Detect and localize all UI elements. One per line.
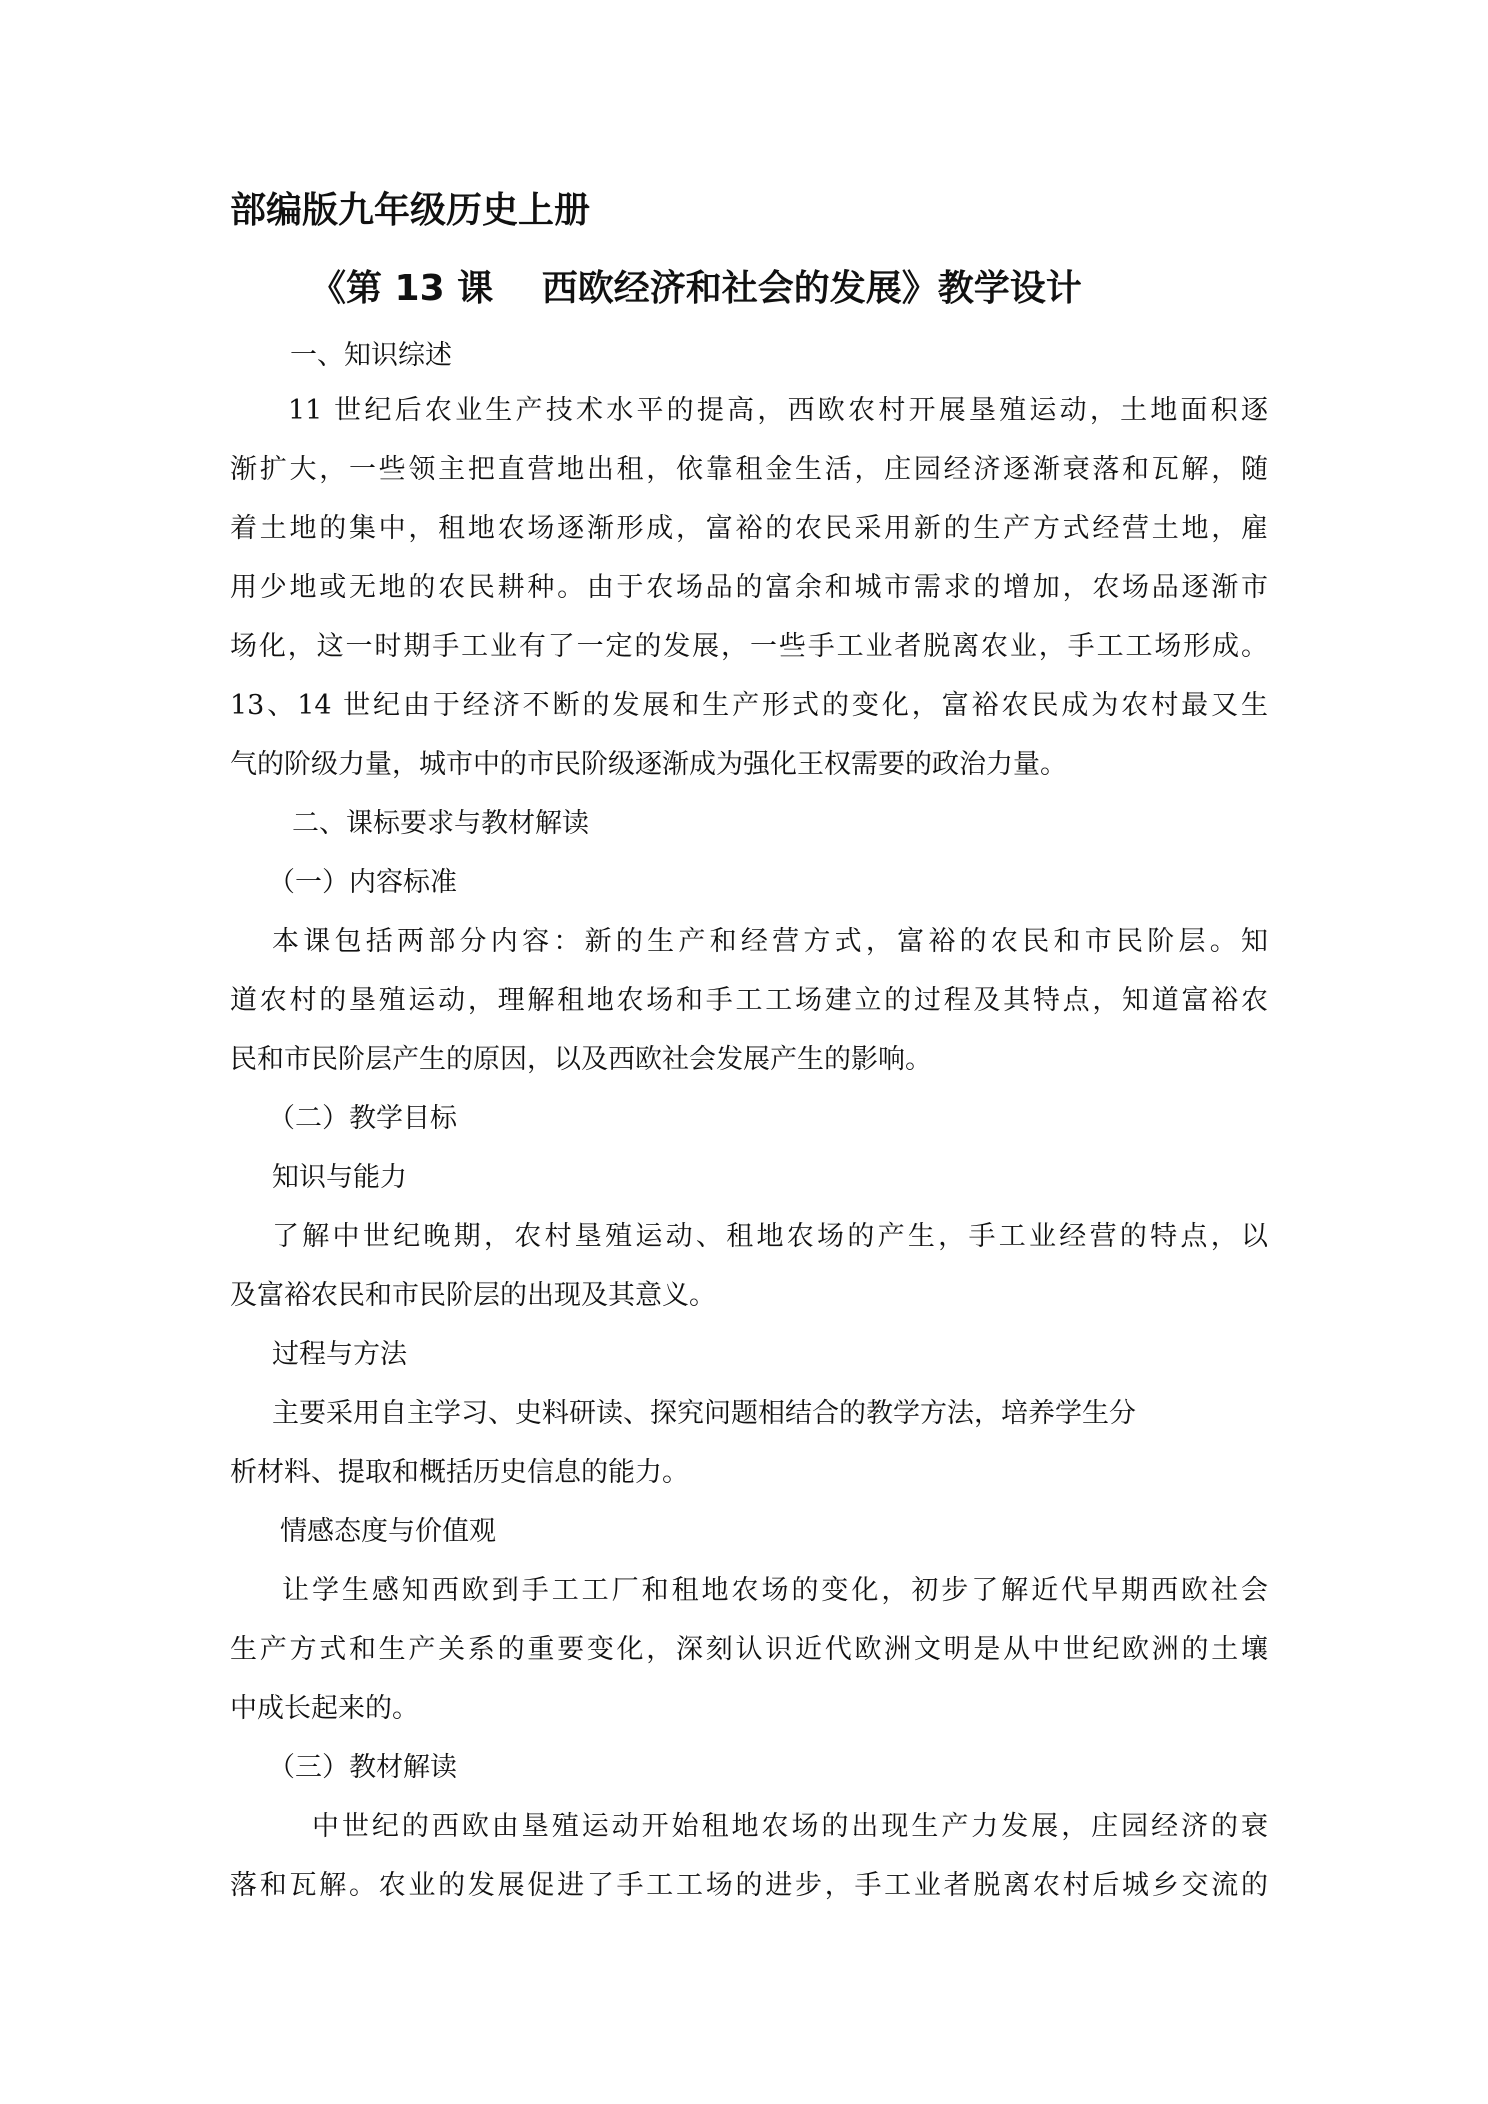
document-title: 部编版九年级历史上册 [230,190,591,231]
paragraph-line: 主要采用自主学习、史料研读、探究问题相结合的教学方法，培养学生分 [272,1398,1136,1429]
paragraph-line: 落和瓦解。农业的发展促进了手工工场的进步，手工业者脱离农村后城乡交流的 [230,1870,1268,1901]
paragraph-line: 11 世纪后农业生产技术水平的提高，西欧农村开展垦殖运动，土地面积逐 [288,395,1268,426]
content-standard-heading: （一）内容标准 [268,867,457,898]
paragraph-line: 道农村的垦殖运动，理解租地农场和手工工场建立的过程及其特点，知道富裕农 [230,985,1268,1016]
paragraph-line: 析材料、提取和概括历史信息的能力。 [230,1457,689,1488]
section1-heading: 一、知识综述 [290,340,452,371]
paragraph-line: 渐扩大，一些领主把直营地出租，依靠租金生活，庄园经济逐渐衰落和瓦解，随 [230,454,1268,485]
paragraph-line: 了解中世纪晚期，农村垦殖运动、租地农场的产生，手工业经营的特点，以 [272,1221,1268,1252]
paragraph-line: 气的阶级力量，城市中的市民阶级逐渐成为强化王权需要的政治力量。 [230,749,1067,780]
paragraph-line: 中成长起来的。 [230,1693,419,1724]
process-method-heading: 过程与方法 [272,1339,407,1370]
paragraph-line: 着土地的集中，租地农场逐渐形成，富裕的农民采用新的生产方式经营土地，雇 [230,513,1268,544]
paragraph-line: 及富裕农民和市民阶层的出现及其意义。 [230,1280,716,1311]
paragraph-line: 让学生感知西欧到手工工厂和租地农场的变化，初步了解近代早期西欧社会 [282,1575,1268,1606]
knowledge-ability-heading: 知识与能力 [272,1162,407,1193]
teaching-goals-heading: （二）教学目标 [268,1103,457,1134]
textbook-reading-heading: （三）教材解读 [268,1752,457,1783]
paragraph-line: 民和市民阶层产生的原因，以及西欧社会发展产生的影响。 [230,1044,932,1075]
paragraph-line: 本课包括两部分内容：新的生产和经营方式，富裕的农民和市民阶层。知 [272,926,1268,957]
section2-heading: 二、课标要求与教材解读 [292,808,589,839]
paragraph-line: 生产方式和生产关系的重要变化，深刻认识近代欧洲文明是从中世纪欧洲的土壤 [230,1634,1268,1665]
lesson-title: 《第 13 课 西欧经济和社会的发展》教学设计 [310,268,1082,309]
paragraph-line: 场化，这一时期手工业有了一定的发展，一些手工业者脱离农业，手工工场形成。 [230,631,1268,662]
paragraph-line: 13、14 世纪由于经济不断的发展和生产形式的变化，富裕农民成为农村最又生 [230,690,1268,721]
paragraph-line: 用少地或无地的农民耕种。由于农场品的富余和城市需求的增加，农场品逐渐市 [230,572,1268,603]
emotion-values-heading: 情感态度与价值观 [280,1516,496,1547]
paragraph-line: 中世纪的西欧由垦殖运动开始租地农场的出现生产力发展，庄园经济的衰 [312,1811,1268,1842]
